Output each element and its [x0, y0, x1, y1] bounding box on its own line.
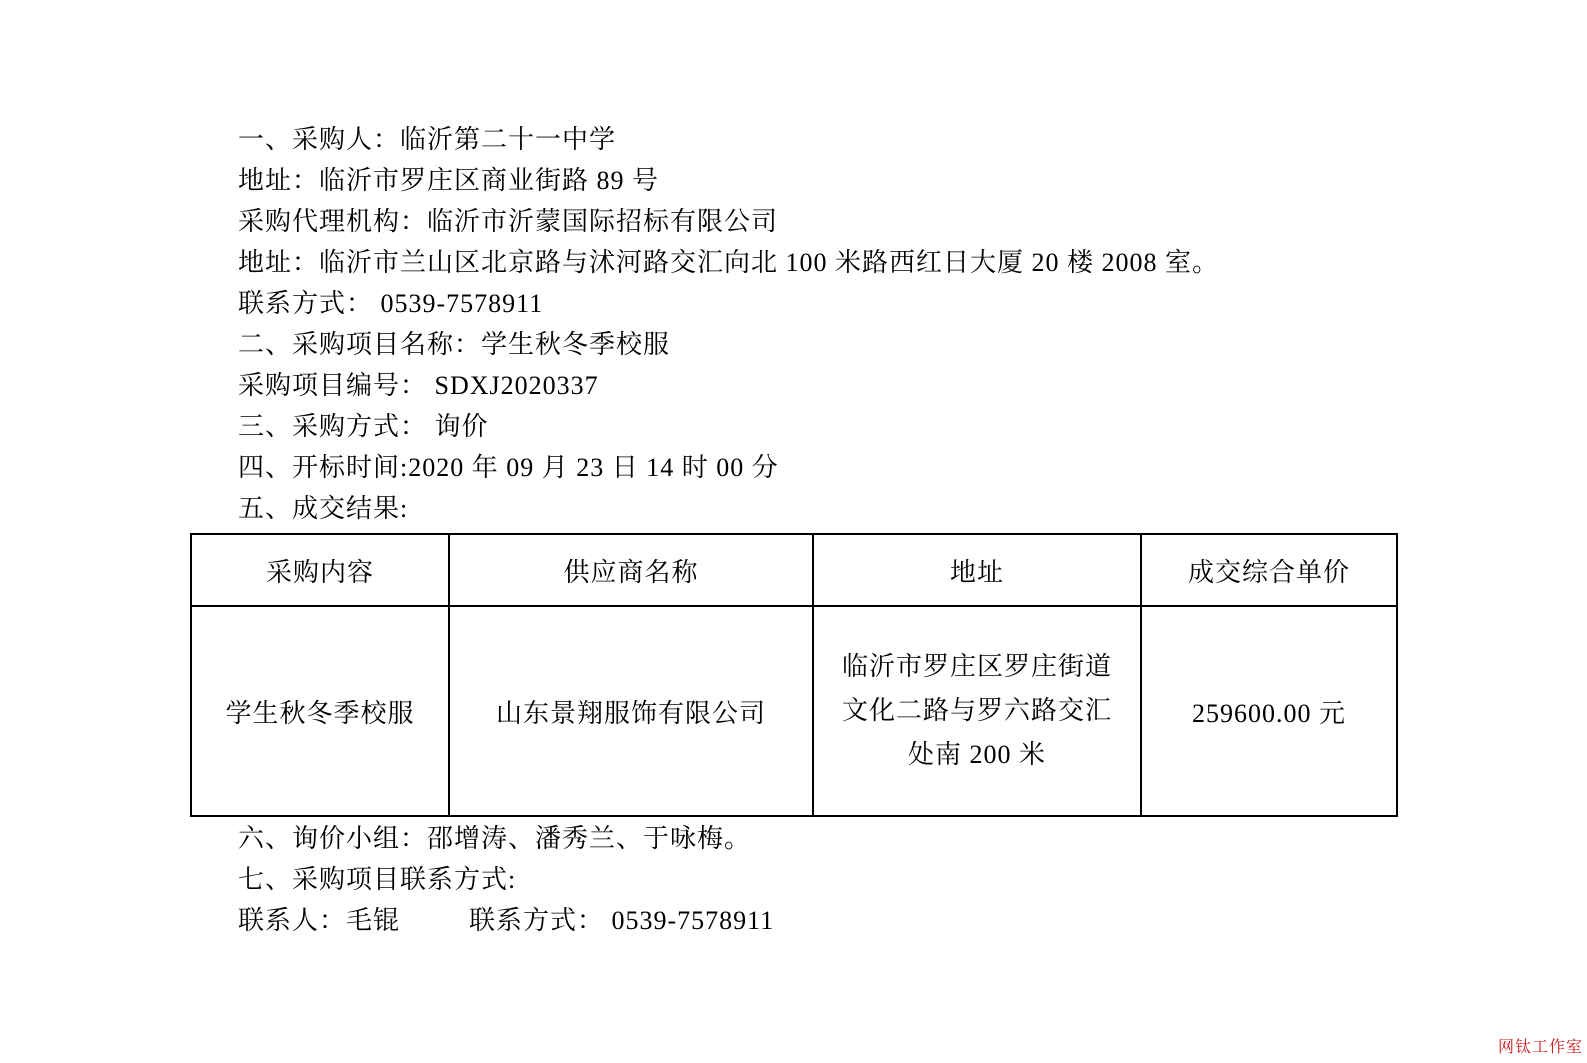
paragraph-inquiry-group: 六、询价小组：邵增涛、潘秀兰、于咏梅。: [238, 824, 752, 853]
document-body-top: [238, 119, 1219, 529]
cell-supplier-name: 山东景翔服饰有限公司: [449, 606, 813, 816]
paragraph-contact-heading: 七、采购项目联系方式:: [238, 865, 517, 894]
col-header-address: 地址: [813, 534, 1141, 606]
result-table-header-row: [191, 534, 1397, 606]
result-table: [190, 533, 1398, 817]
contact-phone: 联系方式： 0539-7578911: [469, 906, 775, 935]
col-header-supplier-name: 供应商名称: [449, 534, 813, 606]
col-header-purchase-content: 采购内容: [191, 534, 449, 606]
paragraph-project-name: 二、采购项目名称：学生秋冬季校服: [238, 330, 671, 359]
table-row: [191, 606, 1397, 816]
document-body-bottom: [238, 818, 774, 941]
result-table-body: [191, 606, 1397, 816]
cell-supplier-address: [813, 606, 1141, 816]
paragraph-agency-address: 地址：临沂市兰山区北京路与沭河路交汇向北 100 米路西红日大厦 20 楼 2008 室。: [238, 248, 1220, 277]
supplier-address-line-3: 处南 200 米: [907, 740, 1046, 769]
paragraph-procurement-method: 三、采购方式： 询价: [238, 412, 489, 441]
paragraph-contact-line: [238, 900, 774, 941]
watermark: 网钛工作室: [1497, 1039, 1583, 1056]
cell-unit-price: 259600.00 元: [1141, 606, 1397, 816]
cell-purchase-content: 学生秋冬季校服: [191, 606, 449, 816]
paragraph-result-heading: 五、成交结果:: [238, 494, 409, 523]
supplier-address-line-2: 文化二路与罗六路交汇: [841, 696, 1112, 725]
paragraph-agency: 采购代理机构：临沂市沂蒙国际招标有限公司: [238, 207, 779, 236]
paragraph-project-number: 采购项目编号： SDXJ2020337: [238, 371, 599, 400]
contact-person: 联系人：毛锟: [238, 906, 401, 935]
col-header-unit-price: 成交综合单价: [1141, 534, 1397, 606]
paragraph-bid-opening-time: 四、开标时间:2020 年 09 月 23 日 14 时 00 分: [238, 453, 779, 482]
paragraph-purchaser-address: 地址：临沂市罗庄区商业街路 89 号: [238, 166, 660, 195]
result-table-header: [191, 534, 1397, 606]
supplier-address-line-1: 临沂市罗庄区罗庄街道: [841, 652, 1112, 681]
paragraph-agency-contact: 联系方式： 0539-7578911: [238, 289, 544, 318]
paragraph-purchaser: 一、采购人：临沂第二十一中学: [238, 125, 617, 154]
